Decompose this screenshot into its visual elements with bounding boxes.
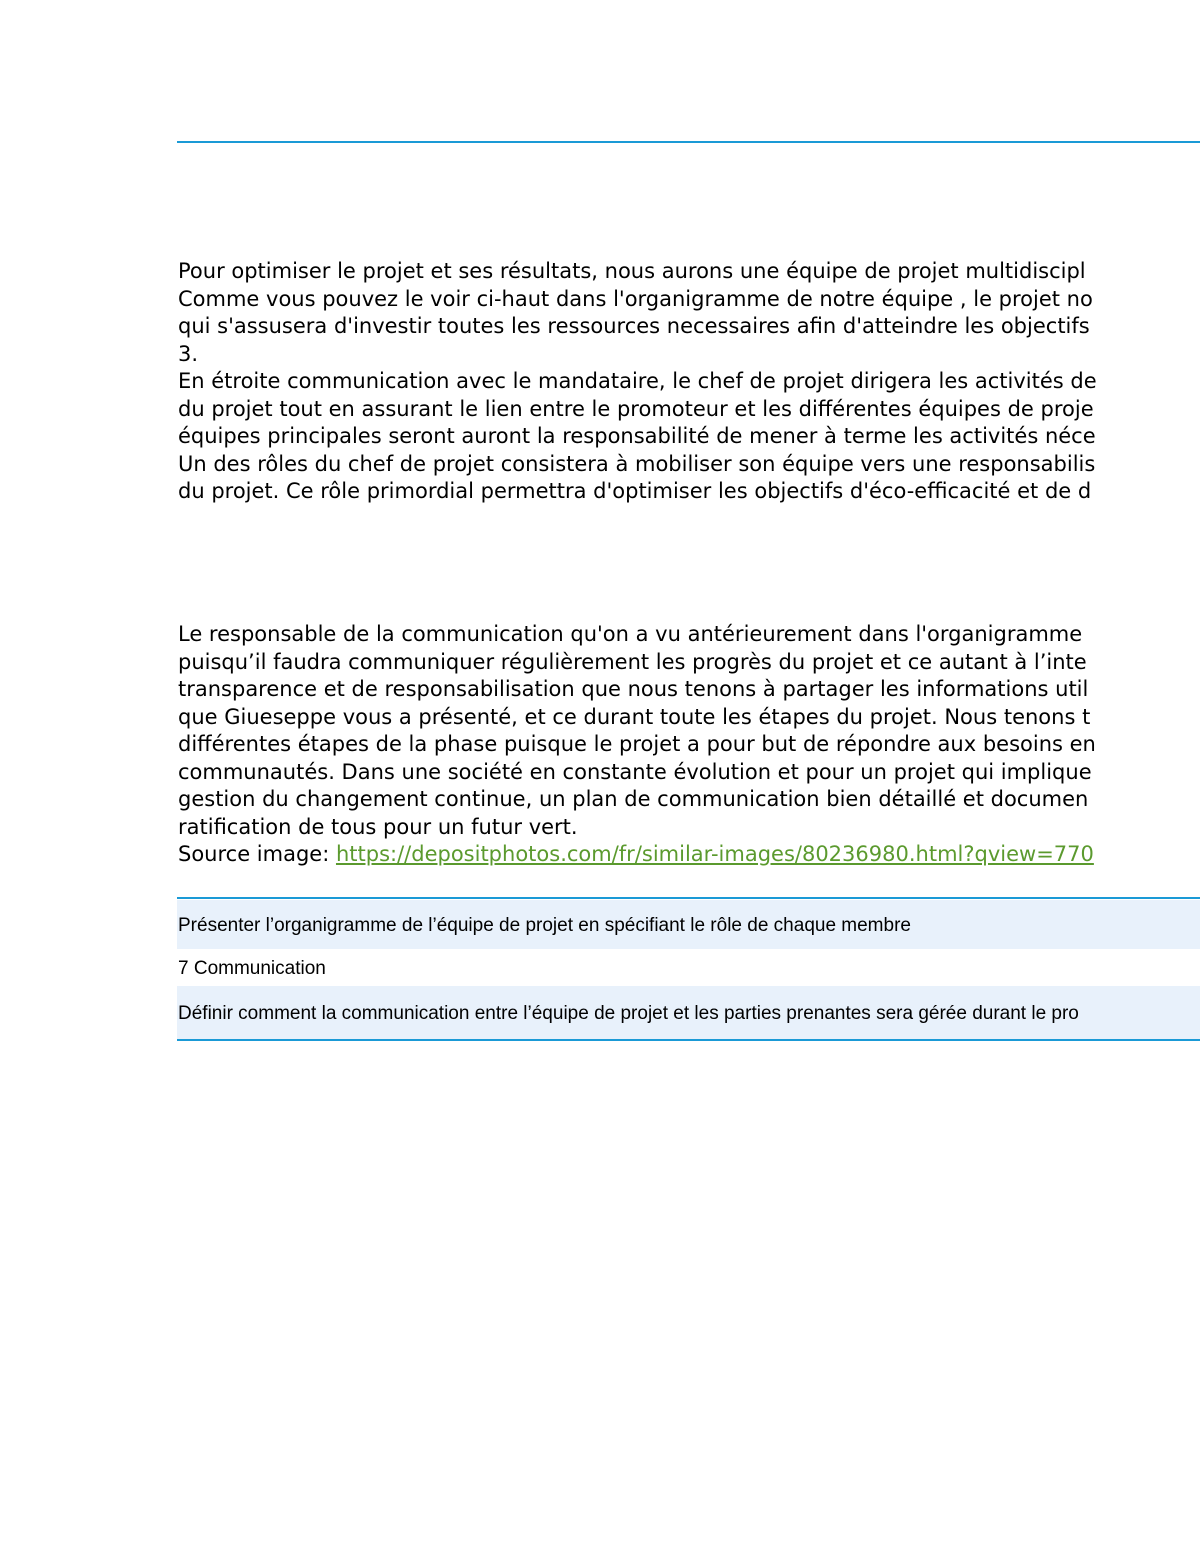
communication-instruction-row	[177, 986, 1200, 1039]
section-heading-communication: 7 Communication	[178, 958, 326, 979]
text-line: communautés. Dans une société en constante évolution et pour un projet qui implique	[178, 759, 1092, 784]
text-line: 3.	[178, 341, 199, 366]
text-line: Le responsable de la communication qu'on a vu antérieurement dans l'organigramme	[178, 622, 1083, 646]
communication-paragraph	[178, 621, 1200, 869]
top-divider	[177, 141, 1200, 143]
text-line: ratification de tous pour un futur vert.	[178, 814, 578, 839]
text-line: qui s'assusera d'investir toutes les ressources necessaires afin d'atteindre les objectifs	[178, 314, 1090, 338]
text-line: du projet. Ce rôle primordial permettra d'optimiser les objectifs d'éco-efficacité et de d	[178, 479, 1092, 503]
team-organization-paragraph	[178, 258, 1200, 506]
source-label: Source image:	[178, 842, 336, 866]
text-line: Pour optimiser le projet et ses résultats, nous aurons une équipe de projet multidiscipl	[178, 259, 1086, 283]
text-line: équipes principales seront auront la responsabilité de mener à terme les activités néce	[178, 424, 1096, 448]
bottom-divider	[177, 1039, 1200, 1041]
section-heading-row	[177, 949, 1200, 986]
text-line: puisqu’il faudra communiquer régulièrement les progrès du projet et ce autant à l’inte	[178, 649, 1087, 674]
org-chart-instruction-row	[177, 900, 1200, 949]
text-line: du projet tout en assurant le lien entre le promoteur et les différentes équipes de proje	[178, 396, 1094, 421]
text-line: que Giueseppe vous a présenté, et ce durant toute les étapes du projet. Nous tenons t	[178, 704, 1091, 729]
text-line: différentes étapes de la phase puisque le projet a pour but de répondre aux besoins en	[178, 732, 1096, 756]
org-chart-instruction-text: Présenter l’organigramme de l’équipe de projet en spécifiant le rôle de chaque membre	[178, 915, 911, 936]
text-line: Un des rôles du chef de projet consistera à mobiliser son équipe vers une responsabilis	[178, 451, 1096, 476]
section-divider	[177, 897, 1200, 899]
text-line: Comme vous pouvez le voir ci-haut dans l'organigramme de notre équipe , le projet no	[178, 286, 1093, 311]
text-line: gestion du changement continue, un plan de communication bien détaillé et documen	[178, 787, 1089, 811]
source-line	[178, 841, 1200, 869]
source-link[interactable]: https://depositphotos.com/fr/similar-images/80236980.html?qview=770	[335, 842, 1094, 866]
text-line: transparence et de responsabilisation que nous tenons à partager les informations util	[178, 677, 1089, 701]
text-line: En étroite communication avec le mandataire, le chef de projet dirigera les activités de	[178, 369, 1097, 393]
communication-instruction-text: Définir comment la communication entre l’équipe de projet et les parties prenantes sera gérée durant le pro	[178, 1003, 1079, 1024]
